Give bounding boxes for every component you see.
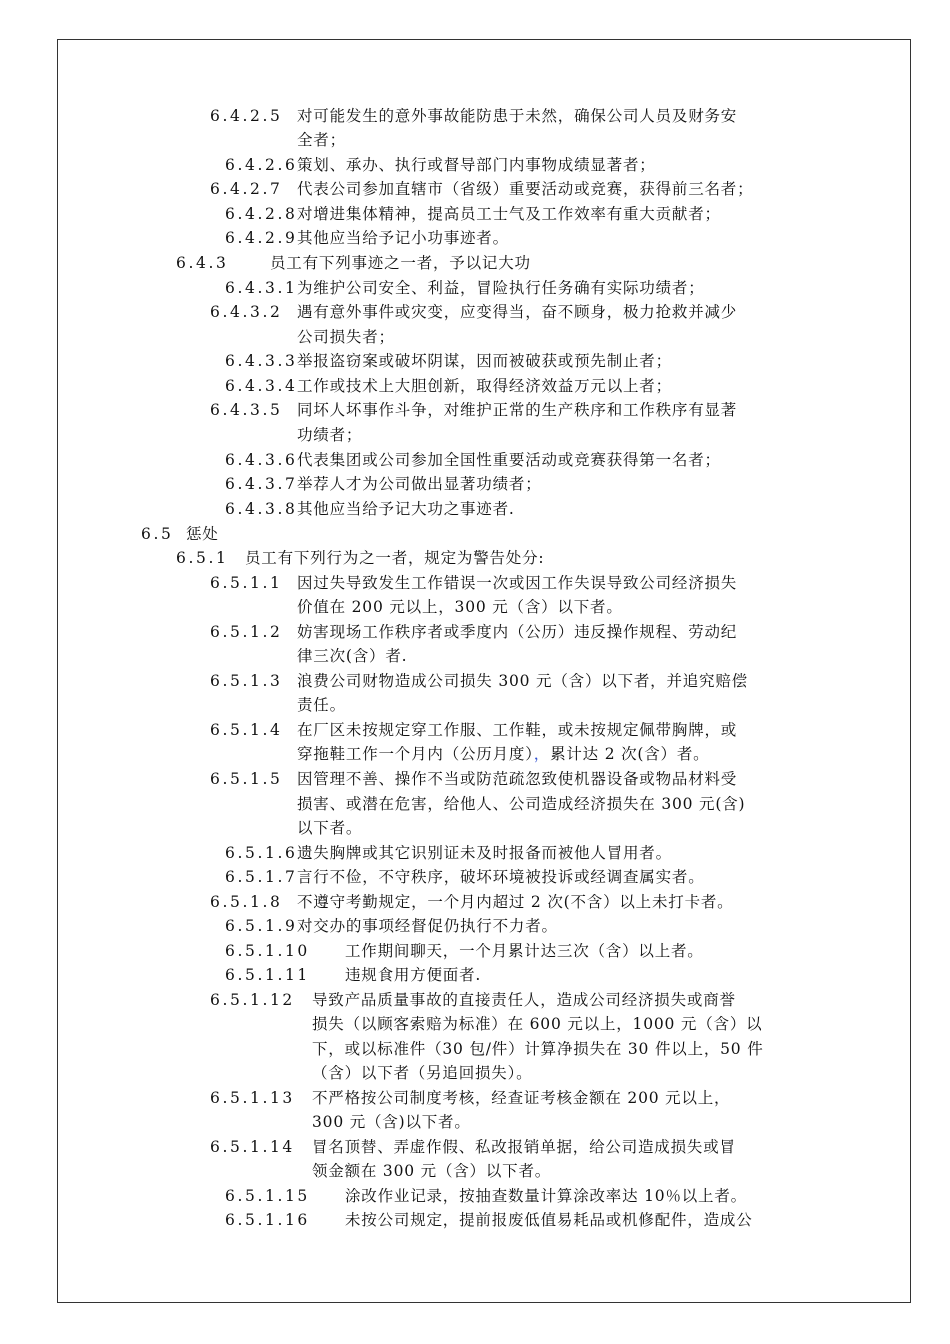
clause-text-continuation [297, 128, 890, 153]
section-number: 6.4.3.3 [225, 352, 298, 370]
section-number: 6.4.3 [176, 254, 229, 272]
clause-text-segment: 对增进集体精神，提高员工士气及工作效率有重大贡献者； [297, 205, 721, 223]
clause-text-segment: 以下者。 [297, 819, 363, 837]
clause-text-segment: 因过失导致发生工作错误一次或因工作失误导致公司经济损失 [297, 574, 738, 592]
section-number: 6.4.3.8 [225, 500, 298, 518]
clause-text-continuation [297, 644, 890, 669]
clause-text [270, 251, 890, 276]
section-number: 6.4.2.5 [210, 107, 283, 125]
clause-text-continuation [297, 792, 890, 817]
clause-text [297, 300, 890, 325]
clause-text-segment: 员工有下列事迹之一者，予以记大功 [270, 254, 531, 272]
clause-text [297, 914, 890, 939]
clause-text-segment: 其他应当给予记大功之事迹者. [297, 500, 515, 518]
section-number: 6.5.1.2 [210, 623, 283, 641]
clause-text [297, 841, 890, 866]
section-number: 6.4.2.7 [210, 180, 283, 198]
clause-text-continuation [312, 1159, 890, 1184]
section-number: 6.5.1.8 [210, 893, 283, 911]
clause-text [245, 546, 890, 571]
clause-text-segment: 导致产品质量事故的直接责任人，造成公司经济损失或商誉 [312, 991, 736, 1009]
clause-text-continuation [297, 423, 890, 448]
clause-text [312, 1135, 890, 1160]
section-number: 6.5.1.3 [210, 672, 283, 690]
section-number: 6.5.1.15 [225, 1187, 310, 1205]
clause-text [297, 571, 890, 596]
clause-text-segment: 浪费公司财物造成公司损失 300 元（含）以下者，并追究赔偿 [297, 672, 748, 690]
clause-text-segment: 遇有意外事件或灾变，应变得当，奋不顾身，极力抢救并减少 [297, 303, 738, 321]
clause-text-continuation [297, 742, 890, 767]
clause-text-segment: 功绩者； [297, 426, 363, 444]
clause-text-segment: 累计达 2 次(含）者。 [550, 745, 710, 763]
section-number: 6.4.3.6 [225, 451, 298, 469]
clause-text-segment: 未按公司规定，提前报废低值易耗品或机修配件，造成公 [345, 1211, 753, 1229]
clause-text [297, 472, 890, 497]
clause-text [297, 104, 890, 129]
clause-text-segment: 违规食用方便面者. [345, 966, 482, 984]
clause-text-segment: 妨害现场工作秩序者或季度内（公历）违反操作规程、劳动纪 [297, 623, 738, 641]
clause-text [297, 497, 890, 522]
clause-text-continuation [297, 693, 890, 718]
clause-text-segment: 不遵守考勤规定，一个月内超过 2 次(不含）以上未打卡者。 [297, 893, 734, 911]
section-number: 6.5.1.11 [225, 966, 310, 984]
clause-text-continuation [312, 1110, 890, 1135]
clause-text-segment: 举报盗窃案或破坏阴谋，因而被破获或预先制止者； [297, 352, 672, 370]
section-number: 6.4.2.6 [225, 156, 298, 174]
clause-text [297, 349, 890, 374]
clause-text-segment: 价值在 200 元以上，300 元（含）以下者。 [297, 598, 623, 616]
clause-text [297, 226, 890, 251]
clause-text [297, 718, 890, 743]
clause-text-segment: 领金额在 300 元（含）以下者。 [312, 1162, 552, 1180]
clause-text-segment: 全者； [297, 131, 346, 149]
clause-text-segment: 遗失胸牌或其它识别证未及时报备而被他人冒用者。 [297, 844, 672, 862]
section-number: 6.4.3.7 [225, 475, 298, 493]
clause-text-segment: 言行不俭，不守秩序，破坏环境被投诉或经调查属实者。 [297, 868, 705, 886]
clause-text-segment: 下，或以标准件（30 包/件）计算净损失在 30 件以上，50 件 [312, 1040, 764, 1058]
clause-text [297, 767, 890, 792]
section-number: 6.5.1.5 [210, 770, 283, 788]
clause-text-segment: 冒名顶替、弄虚作假、私改报销单据，给公司造成损失或冒 [312, 1138, 736, 1156]
clause-text-continuation [312, 1061, 890, 1086]
section-number: 6.5.1 [176, 549, 229, 567]
clause-text-segment: 因管理不善、操作不当或防范疏忽致使机器设备或物品材料受 [297, 770, 738, 788]
clause-text [297, 374, 890, 399]
clause-text [297, 448, 890, 473]
clause-text-segment: 其他应当给予记小功事迹者。 [297, 229, 509, 247]
clause-text [297, 153, 890, 178]
clause-text-continuation [297, 325, 890, 350]
clause-text-segment: 策划、承办、执行或督导部门内事物成绩显著者； [297, 156, 656, 174]
clause-text-continuation [297, 816, 890, 841]
clause-text [297, 620, 890, 645]
section-number: 6.5.1.16 [225, 1211, 310, 1229]
section-number: 6.5 [141, 525, 174, 543]
section-number: 6.4.3.1 [225, 279, 298, 297]
clause-text-segment: 公司损失者； [297, 328, 395, 346]
section-number: 6.5.1.7 [225, 868, 298, 886]
clause-text-segment: 300 元（含)以下者。 [312, 1113, 471, 1131]
section-number: 6.5.1.6 [225, 844, 298, 862]
clause-text [345, 963, 890, 988]
clause-text [297, 865, 890, 890]
clause-text [345, 939, 890, 964]
clause-text-segment: 涂改作业记录，按抽查数量计算涂改率达 10％以上者。 [345, 1187, 747, 1205]
section-number: 6.5.1.10 [225, 942, 310, 960]
clause-text [312, 988, 890, 1013]
clause-text [297, 398, 890, 423]
clause-text-segment: 惩处 [186, 525, 219, 543]
clause-text-segment: 员工有下列行为之一者，规定为警告处分: [245, 549, 545, 567]
clause-text-segment: 对可能发生的意外事故能防患于未然，确保公司人员及财务安 [297, 107, 738, 125]
clause-text-segment: 责任。 [297, 696, 346, 714]
clause-text-segment: 举荐人才为公司做出显著功绩者； [297, 475, 542, 493]
section-number: 6.4.2.8 [225, 205, 298, 223]
clause-text-continuation [312, 1012, 890, 1037]
section-number: 6.4.3.2 [210, 303, 283, 321]
clause-text-segment: 工作期间聊天，一个月累计达三次（含）以上者。 [345, 942, 704, 960]
clause-text [345, 1184, 890, 1209]
section-number: 6.4.2.9 [225, 229, 298, 247]
clause-text-continuation [312, 1037, 890, 1062]
section-number: 6.5.1.1 [210, 574, 283, 592]
clause-text [297, 890, 890, 915]
clause-text-segment: 损害、或潜在危害，给他人、公司造成经济损失在 300 元(含) [297, 795, 746, 813]
clause-text-segment: 损失（以顾客索赔为标准）在 600 元以上，1000 元（含）以 [312, 1015, 763, 1033]
section-number: 6.5.1.4 [210, 721, 283, 739]
clause-text [186, 522, 890, 547]
section-number: 6.4.3.4 [225, 377, 298, 395]
clause-text-segment: 律三次(含）者. [297, 647, 408, 665]
clause-text-segment: 在厂区未按规定穿工作服、工作鞋，或未按规定佩带胸牌，或 [297, 721, 738, 739]
section-number: 6.4.3.5 [210, 401, 283, 419]
clause-text-segment: 对交办的事项经督促仍执行不力者。 [297, 917, 558, 935]
clause-text-segment: 代表公司参加直辖市（省级）重要活动或竞赛，获得前三名者； [297, 180, 754, 198]
clause-text [345, 1208, 890, 1233]
clause-text [297, 669, 890, 694]
clause-text-segment: 不严格按公司制度考核，经查证考核金额在 200 元以上， [312, 1089, 731, 1107]
clause-text-continuation [297, 595, 890, 620]
section-number: 6.5.1.9 [225, 917, 298, 935]
clause-text-segment: 工作或技术上大胆创新，取得经济效益万元以上者； [297, 377, 672, 395]
clause-text-segment: 同坏人坏事作斗争，对维护正常的生产秩序和工作秩序有显著 [297, 401, 738, 419]
clause-text [312, 1086, 890, 1111]
clause-text [297, 202, 890, 227]
clause-text-segment: （含）以下者（另追回损失）。 [312, 1064, 533, 1082]
section-number: 6.5.1.13 [210, 1089, 295, 1107]
highlighted-comma: ， [533, 745, 551, 763]
section-number: 6.5.1.14 [210, 1138, 295, 1156]
clause-text-segment: 穿拖鞋工作一个月内（公历月度） [297, 745, 534, 763]
clause-text-segment: 为维护公司安全、利益，冒险执行任务确有实际功绩者； [297, 279, 705, 297]
clause-text [297, 177, 890, 202]
section-number: 6.5.1.12 [210, 991, 295, 1009]
clause-text [297, 276, 890, 301]
clause-text-segment: 代表集团或公司参加全国性重要活动或竞赛获得第一名者； [297, 451, 721, 469]
